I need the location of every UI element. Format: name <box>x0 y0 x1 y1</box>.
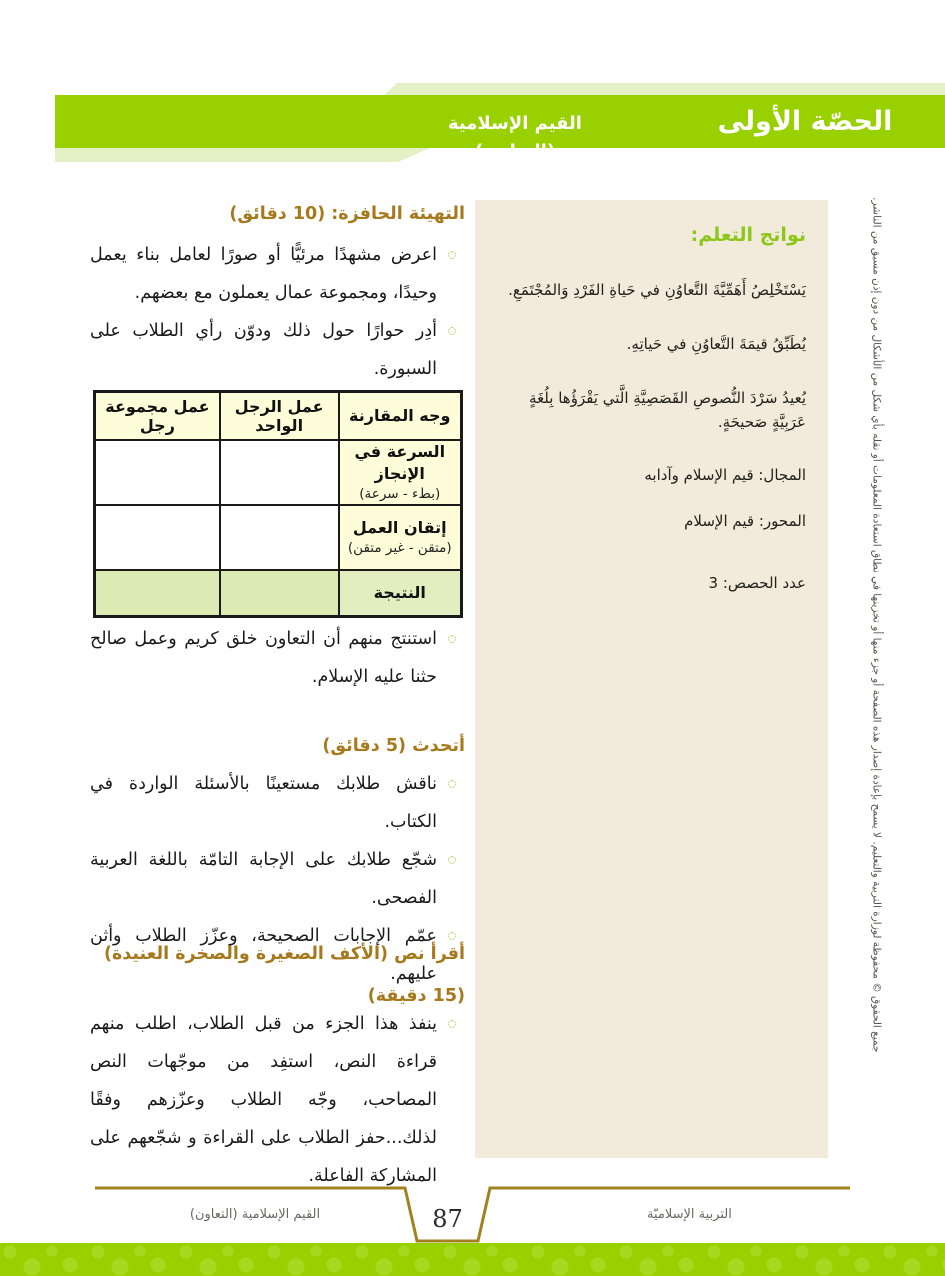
header-pale-strip-bottom <box>55 148 430 162</box>
bullet-text: شجّع طلابك على الإجابة التامّة باللغة العربية الفصحى. <box>90 850 437 908</box>
domain-line: المجال: قيم الإسلام وآدابه <box>644 466 806 484</box>
list-item <box>90 765 465 841</box>
table-header-row <box>95 392 462 440</box>
conclusion-bullet-list <box>90 620 465 696</box>
table-row <box>95 505 462 570</box>
table-result-row <box>95 570 462 617</box>
column-header: عمل مجموعة رجل <box>95 392 220 440</box>
row-label-cell <box>339 505 462 570</box>
bullet-text: عمّم الإجابات الصحيحة، وعزّز الطلاب وأثن عليهم. <box>90 926 437 984</box>
bullet-text: أدِر حوارًا حول ذلك ودوّن رأي الطلاب على السبورة. <box>90 321 437 379</box>
empty-cell <box>220 440 339 505</box>
bullet-text: ينفذ هذا الجزء من قبل الطلاب، اطلب منهم قراءة النص، استفِد من موجّهات النص المصاحب، وجّه الطلاب وعزّزهم وفقًا لذلك...حفز الطلاب على القراءة و شجّعهم على المشاركة الفاعلة. <box>90 1014 437 1186</box>
list-item <box>90 1005 465 1195</box>
bullet-text: ناقش طلابك مستعينًا بالأسئلة الواردة في الكتاب. <box>90 774 437 832</box>
footer-lesson-label: القيم الإسلامية (التعاون) <box>189 1207 321 1222</box>
hollow-bullet-icon <box>448 1020 456 1028</box>
list-item <box>90 620 465 696</box>
row-label-cell <box>339 570 462 617</box>
footer-subject-label: التربية الإسلاميّة <box>647 1207 732 1222</box>
row-label: النتيجة <box>373 582 426 602</box>
hollow-bullet-icon <box>448 780 456 788</box>
bullet-text: اعرض مشهدًا مرئيًّا أو صورًا لعامل بناء يعمل وحيدًا، ومجموعة عمال يعملون مع بعضهم. <box>90 245 437 303</box>
outcome-item: يُطَبِّقُ قيمَةَ التَّعاوُنِ في حَياتِهِ. <box>626 335 806 353</box>
row-sublabel: (بطء - سرعة) <box>359 486 441 502</box>
bullet-text: استنتج منهم أن التعاون خلق كريم وعمل صالح حثنا عليه الإسلام. <box>90 629 437 687</box>
empty-cell <box>220 570 339 617</box>
row-label: السرعة في الإنجاز <box>354 442 446 483</box>
hollow-bullet-icon <box>448 635 456 643</box>
sessions-count-line: عدد الحصص: 3 <box>708 574 806 592</box>
list-item <box>90 841 465 917</box>
row-label: إتقان العمل <box>352 518 447 537</box>
bottom-pattern-band <box>0 1243 945 1276</box>
empty-cell <box>95 505 220 570</box>
comparison-table <box>93 390 463 618</box>
hollow-bullet-icon <box>448 251 456 259</box>
copyright-vertical-text: جميع الحقوق © محفوظة لوزارة التربية والتعليم. لا يسمح بإعادة إصدار هذه الصفحة أو جزء منها أو تخزينها في نطاق استعادة المعلومات أو نقله بأي شكل من الأشكال من دون إذن مسبق من الناشر. <box>870 197 883 1053</box>
section1-heading: التهيئة الحافزة: (10 دقائق) <box>229 204 465 224</box>
empty-cell <box>95 440 220 505</box>
table-row <box>95 440 462 505</box>
list-item <box>90 236 465 312</box>
hollow-bullet-icon <box>448 327 456 335</box>
learning-outcomes-sidebar <box>475 200 828 1158</box>
row-sublabel: (متقن - غير متقن) <box>347 540 452 556</box>
column-header: وجه المقارنة <box>339 392 462 440</box>
section1-bullet-list <box>90 236 465 388</box>
list-item <box>90 312 465 388</box>
lesson-title: القيم الإسلامية (التعاون) <box>448 113 582 162</box>
page-number: 87 <box>432 1205 463 1233</box>
empty-cell <box>220 505 339 570</box>
axis-line: المحور: قيم الإسلام <box>684 512 806 530</box>
hollow-bullet-icon <box>448 856 456 864</box>
section3-heading: أقرأ نص (الأكف الصغيرة والصخرة العنيدة) (15 دقيقة) <box>103 944 465 1006</box>
section3-bullet-list <box>90 1005 465 1195</box>
row-label-cell <box>339 440 462 505</box>
session-title: الحصّة الأولى <box>717 106 893 137</box>
empty-cell <box>95 570 220 617</box>
section2-heading: أتحدث (5 دقائق) <box>322 736 465 756</box>
outcome-item: يُعيدُ سَرْدَ النُّصوصِ القَصَصِيَّةِ الَّتي يَقْرَؤُها بِلُغَةٍ عَرَبِيَّةٍ صَحيحَةٍ. <box>529 389 806 431</box>
outcome-item: يَسْتَخْلِصُ أَهَمِّيَّةَ التَّعاوُنِ في حَياةِ الفَرْدِ وَالمُجْتَمَعِ. <box>508 281 806 299</box>
sidebar-heading: نواتج التعلم: <box>690 224 806 246</box>
column-header: عمل الرجل الواحد <box>220 392 339 440</box>
